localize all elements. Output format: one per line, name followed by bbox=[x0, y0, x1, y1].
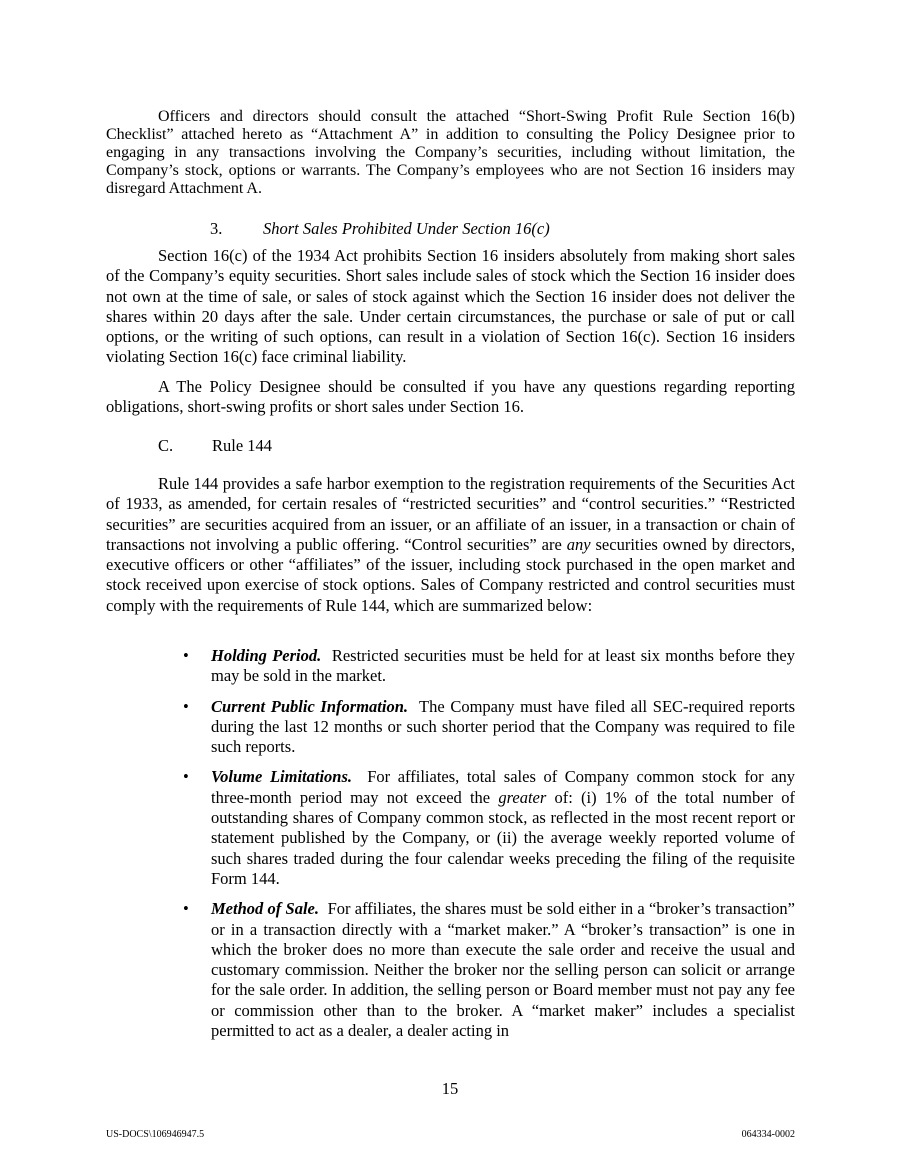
section-letter: C. bbox=[158, 436, 174, 455]
bullet-icon: • bbox=[183, 646, 189, 665]
paragraph-text: Officers and directors should consult the attached “Short-Swing Profit Rule Section 16(b) Checklist” attached hereto as “Attachment A” in addition to consulting the Policy Designee prior to engaging in any transactions involving the Company’s securities, including without limitation, the Company’s stock, options or warrants. The Company’s employees who are not Section 16 insiders may disregard Attachment A. bbox=[106, 108, 795, 197]
paragraph-attachment-a bbox=[106, 108, 795, 198]
section-title: Short Sales Prohibited Under Section 16(c) bbox=[263, 219, 550, 238]
paragraph-text: A The Policy Designee should be consulted if you have any questions regarding reporting obligations, short-swing profits or short sales under Section 16. bbox=[106, 377, 795, 417]
bullet-text: For affiliates, the shares must be sold either in a “broker’s transaction” or in a transaction directly with a “market maker.” A “broker’s transaction” is one in which the broker does no more than execute the sale order and receive the usual and customary commission. Neither the broker nor the selling person can solicit or arrange for the sale order. In addition, the selling person or Board member must not pay any fee or commission other than to the broker. A “market maker” includes a specialist permitted to act as a dealer, a dealer acting in bbox=[211, 899, 796, 1041]
bullet-icon: • bbox=[183, 899, 189, 919]
paragraph-section-16c bbox=[106, 246, 795, 368]
bullet-icon: • bbox=[183, 696, 189, 716]
list-item bbox=[183, 696, 795, 758]
paragraph-text: Section 16(c) of the 1934 Act prohibits Section 16 insiders absolutely from making short sales of the Company’s equity securities. Short sales include sales of stock which the Section 16 insider does not own at the time of sale, or sales of stock against which the Section 16 insider does not deliver the shares within 20 days after the sale. Under certain circumstances, the purchase or sale of put or call options, or the writing of such options, can result in a violation of Section 16(c). Section 16 insiders violating Section 16(c) face criminal liability. bbox=[106, 246, 795, 367]
document-reference: 064334-0002 bbox=[741, 1129, 795, 1140]
bullet-text: The Company must have filed all SEC-required reports during the last 12 months or such shorter period that the Company was required to file such reports. bbox=[211, 696, 795, 757]
bullet-text: For affiliates, total sales of Company common stock for any three-month period may not exceed the bbox=[211, 767, 795, 807]
paragraph-text: securities owned by directors, executive officers or other “affiliates” of the issuer, including stock purchased in the open market and stock received upon exercise of stock options. Sales of Company restricted and control securities must comply with the requirements of Rule 144, which are summarized below: bbox=[106, 534, 796, 615]
paragraph-rule-144 bbox=[106, 474, 795, 616]
paragraph-text: Rule 144 provides a safe harbor exemption to the registration requirements of the Securities Act of 1933, as amended, for certain resales of “restricted securities” and “control securities.” “Restricted securities” are securities acquired from an issuer, or an affiliate of an issuer, in a transaction or chain of transactions not involving a public offering. “Control securities” are bbox=[106, 474, 795, 554]
rule-144-requirements-list bbox=[183, 646, 796, 1051]
bullet-icon: • bbox=[183, 767, 189, 787]
bullet-text: Restricted securities must be held for at least six months before they may be sold in the market. bbox=[211, 646, 795, 686]
section-number: 3. bbox=[210, 219, 223, 238]
bullet-text: of: (i) 1% of the total number of outstanding shares of Company common stock, as reflected in the most recent report or statement published by the Company, or (ii) the average weekly reported volume of such shares traded during the four calendar weeks preceding the filing of the requisite Form 144. bbox=[211, 787, 796, 888]
document-id: US-DOCS\106946947.5 bbox=[106, 1129, 205, 1140]
paragraph-policy-designee bbox=[106, 377, 795, 418]
list-item bbox=[183, 646, 795, 687]
bullet-heading: Method of Sale. bbox=[211, 899, 320, 919]
bullet-heading: Holding Period. bbox=[211, 646, 322, 665]
section-title: Rule 144 bbox=[212, 436, 273, 455]
list-item bbox=[183, 899, 796, 1041]
list-item bbox=[183, 767, 796, 889]
page-number: 15 bbox=[441, 1079, 459, 1098]
bullet-heading: Current Public Information. bbox=[211, 696, 408, 716]
emphasis-text: any bbox=[566, 534, 591, 554]
bullet-heading: Volume Limitations. bbox=[211, 767, 352, 787]
emphasis-text: greater bbox=[498, 787, 547, 807]
